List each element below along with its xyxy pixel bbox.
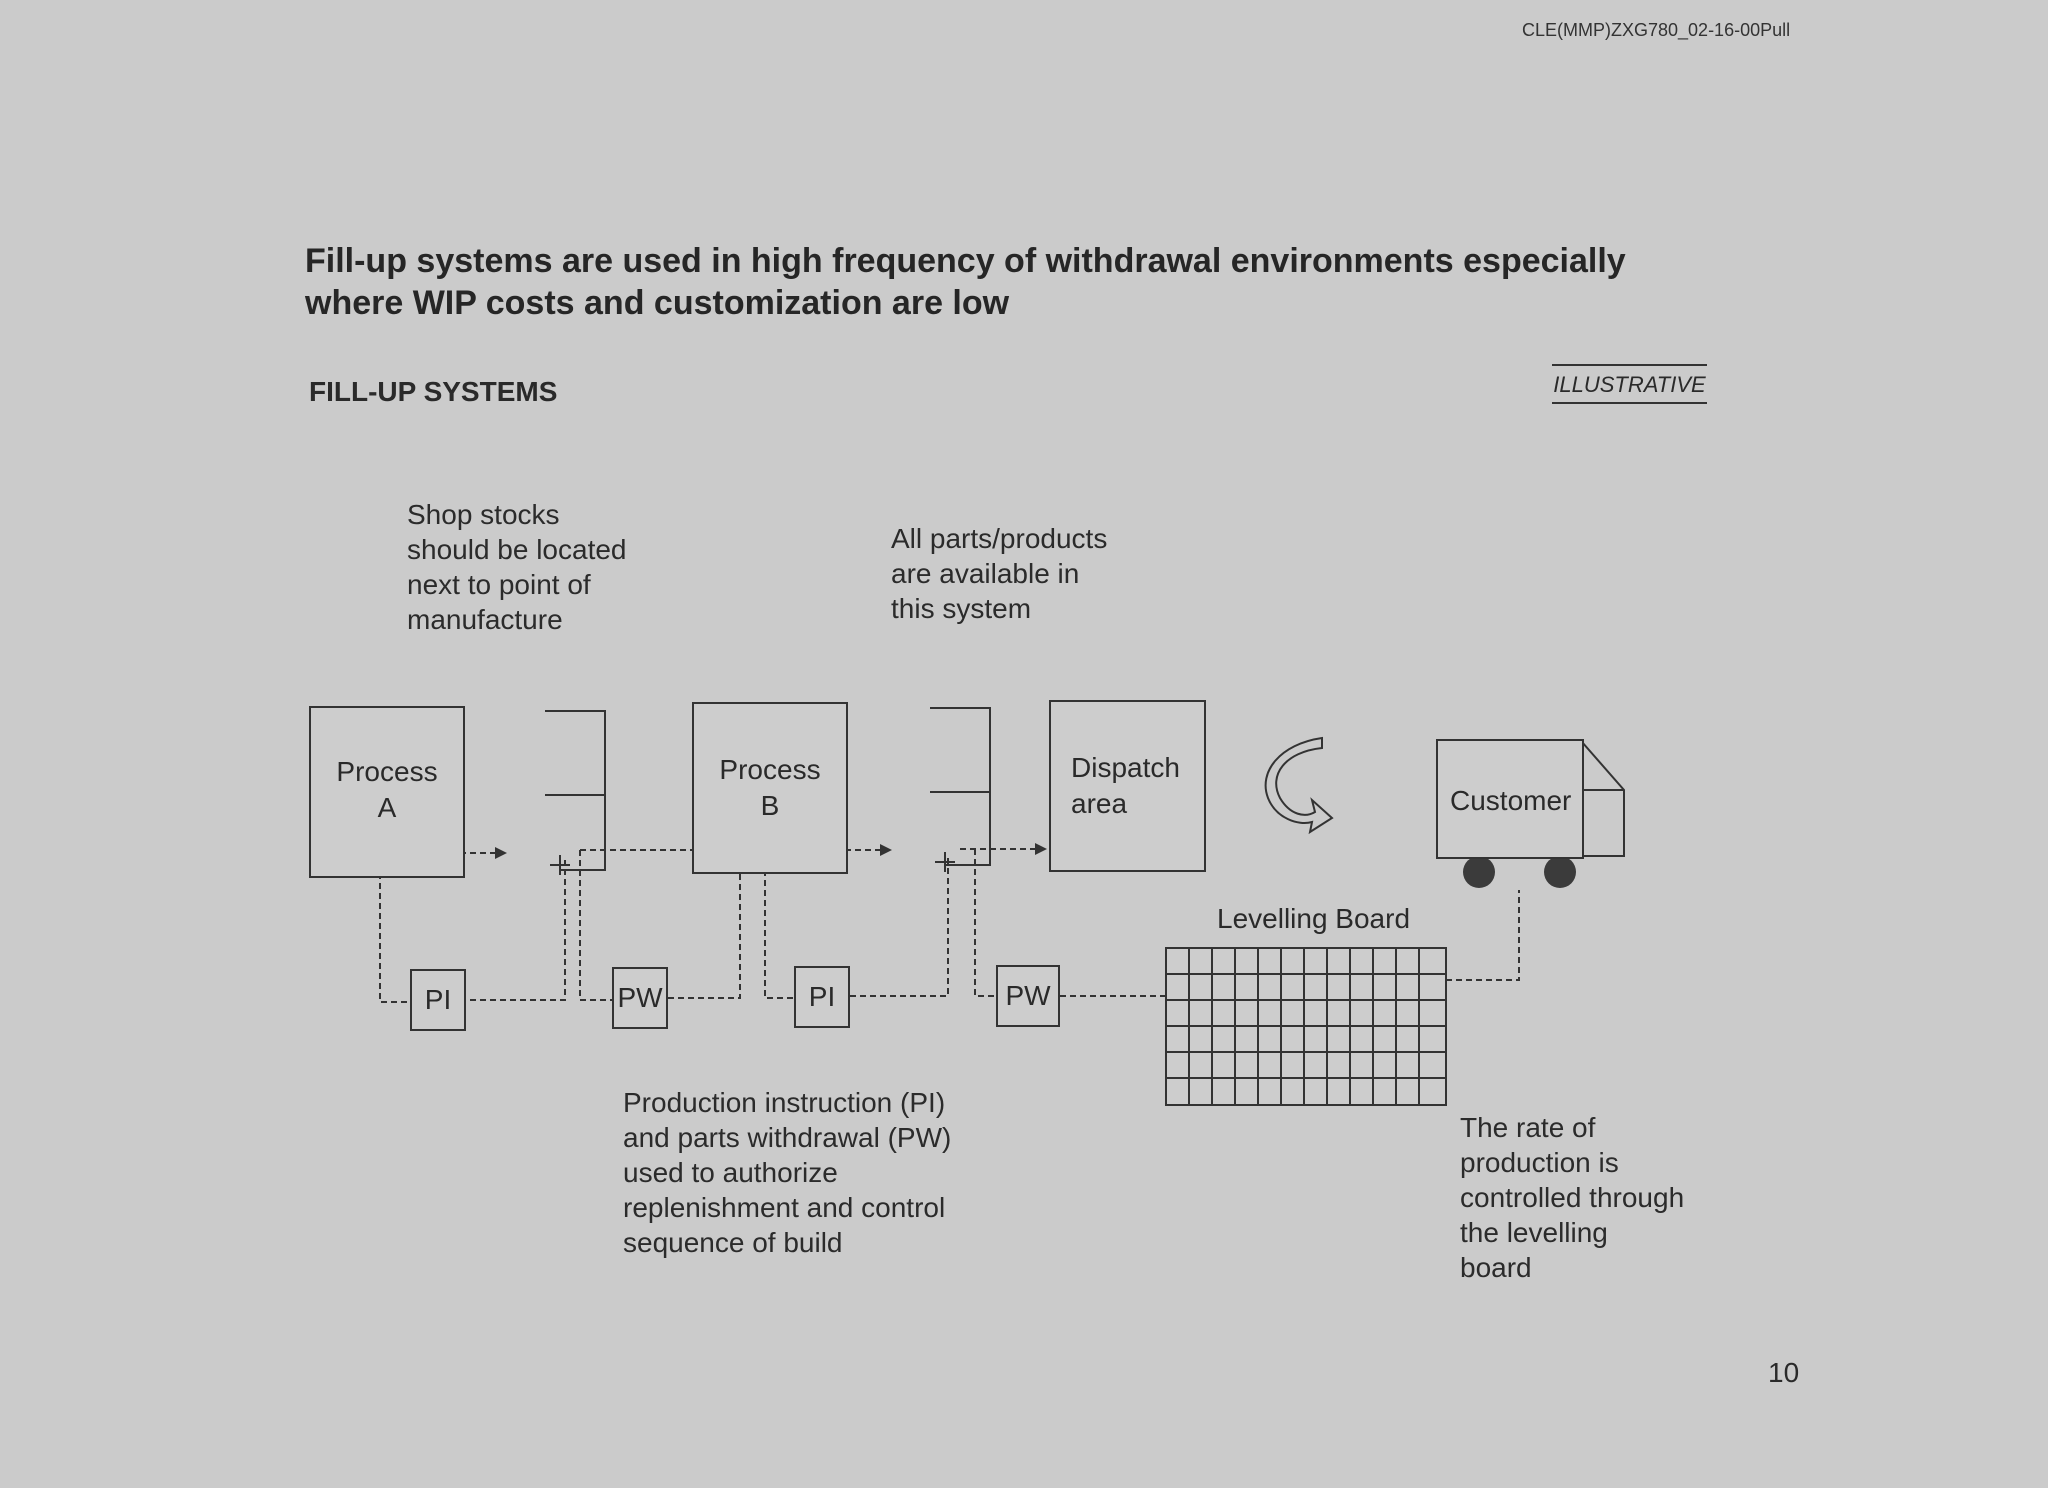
- curved-arrow-icon: [1266, 738, 1332, 832]
- note-all-parts: All parts/products are available in this system: [891, 523, 1108, 624]
- process-b-box: Process B: [692, 702, 848, 874]
- pi-card-1: PI: [410, 969, 466, 1031]
- note-production-rate: The rate of production is controlled through the levelling board: [1460, 1112, 1685, 1283]
- truck-wheel-right: [1544, 856, 1576, 888]
- note-shop-stocks: Shop stocks should be located next to point of manufacture: [407, 499, 627, 635]
- board-to-customer-link: [1446, 890, 1519, 980]
- headline-line-1: Fill-up systems are used in high frequency of withdrawal environments especially: [305, 242, 1626, 280]
- customer-box: Customer: [1436, 739, 1584, 859]
- document-reference: CLE(MMP)ZXG780_02-16-00Pull: [1522, 20, 1791, 40]
- note-pi-pw: Production instruction (PI) and parts withdrawal (PW) used to authorize replenishment and control sequence of build: [623, 1087, 952, 1258]
- stock-rack-2: [930, 708, 990, 865]
- levelling-board-grid: [1166, 948, 1446, 1105]
- headline-line-2: where WIP costs and customization are low: [305, 284, 1010, 322]
- section-title: FILL-UP SYSTEMS: [309, 376, 558, 407]
- stock-rack-1: [545, 711, 605, 870]
- levelling-board-label: Levelling Board: [1217, 903, 1411, 934]
- process-a-box: Process A: [309, 706, 465, 878]
- pw-card-2: PW: [996, 965, 1060, 1027]
- truck-wheel-left: [1463, 856, 1495, 888]
- pw-card-1: PW: [612, 967, 668, 1029]
- pi-card-2: PI: [794, 966, 850, 1028]
- illustrative-tag: ILLUSTRATIVE: [1552, 364, 1707, 404]
- customer-truck-icon: [1582, 742, 1624, 856]
- dispatch-area-box: Dispatch area: [1049, 700, 1206, 872]
- page-number: 10: [1768, 1357, 1800, 1388]
